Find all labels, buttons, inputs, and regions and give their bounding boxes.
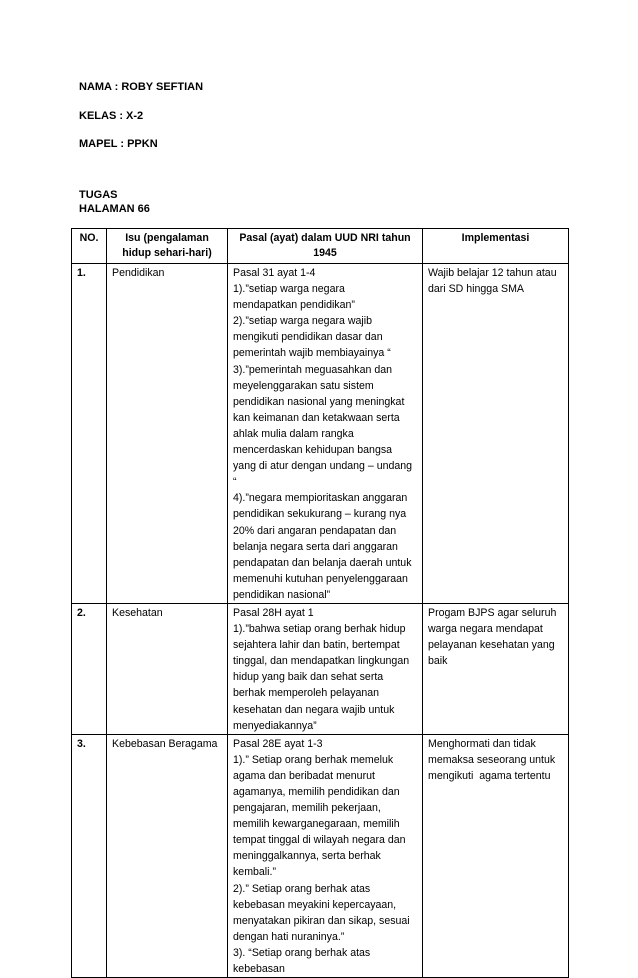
row-issue: Kesehatan	[107, 603, 228, 734]
row-number: 3.	[72, 734, 107, 977]
table-row	[72, 264, 569, 604]
column-header-pasal: Pasal (ayat) dalam UUD NRI tahun 1945	[228, 229, 423, 264]
row-number: 1.	[72, 264, 107, 604]
row-issue: Kebebasan Beragama	[107, 734, 228, 977]
column-header-isu: Isu (pengalaman hidup sehari-hari)	[107, 229, 228, 264]
row-article: Pasal 31 ayat 1-4 1).”setiap warga negara mendapatkan pendidikan” 2).”setiap warga negara wajib mengikuti pendidikan dasar dan pemerintah wajib membiayainya “ 3).”pemerintah meguasahkan dan meyelenggarakan satu sistem pendidikan nasional yang meningkat kan keimanan dan ketakwaan serta ahlak mulia dalam rangka mencerdaskan kehidupan bangsa yang di atur dengan undang – undang “ 4).”negara mempioritaskan anggaran pendidikan sekukurang – kurang nya 20% dari angaran pendapatan dan belanja negara serta dari anggaran pendapatan dan belanja daerah untuk memenuhi kutuhan penyelenggaraan pendidikan nasional”	[228, 264, 423, 604]
subject-name: MAPEL : PPKN	[79, 138, 158, 150]
row-implementation: Wajib belajar 12 tahun atau dari SD hingga SMA	[423, 264, 569, 604]
assignment-title: TUGAS	[79, 189, 118, 201]
row-article: Pasal 28H ayat 1 1).”bahwa setiap orang berhak hidup sejahtera lahir dan batin, bertempat tinggal, dan mendapatkan lingkungan hidup yang baik dan sehat serta berhak memperoleh pelayanan kesehatan dan negara wajib untuk menyediakannya”	[228, 603, 423, 734]
assignment-page: HALAMAN 66	[79, 203, 150, 215]
assignment-table	[71, 228, 569, 978]
row-article: Pasal 28E ayat 1-3 1).” Setiap orang berhak memeluk agama dan beribadat menurut agamanya, memilih pendidikan dan pengajaran, memilih pekerjaan, memilih kewarganegaraan, memilih tempat tinggal di wilayah negara dan meninggalkannya, serta berhak kembali.” 2).” Setiap orang berhak atas kebebasan meyakini kepercayaan, menyatakan pikiran dan sikap, sesuai dengan hati nuraninya.” 3). “Setiap orang berhak atas kebebasan	[228, 734, 423, 977]
column-header-no: NO.	[72, 229, 107, 264]
table-row	[72, 603, 569, 734]
table-header-row	[72, 229, 569, 264]
column-header-implementasi: Implementasi	[423, 229, 569, 264]
row-implementation: Progam BJPS agar seluruh warga negara mendapat pelayanan kesehatan yang baik	[423, 603, 569, 734]
row-implementation: Menghormati dan tidak memaksa seseorang untuk mengikuti agama tertentu	[423, 734, 569, 977]
student-name: NAMA : ROBY SEFTIAN	[79, 81, 204, 93]
table-row	[72, 734, 569, 977]
row-number: 2.	[72, 603, 107, 734]
row-issue: Pendidikan	[107, 264, 228, 604]
student-class: KELAS : X-2	[79, 110, 144, 122]
